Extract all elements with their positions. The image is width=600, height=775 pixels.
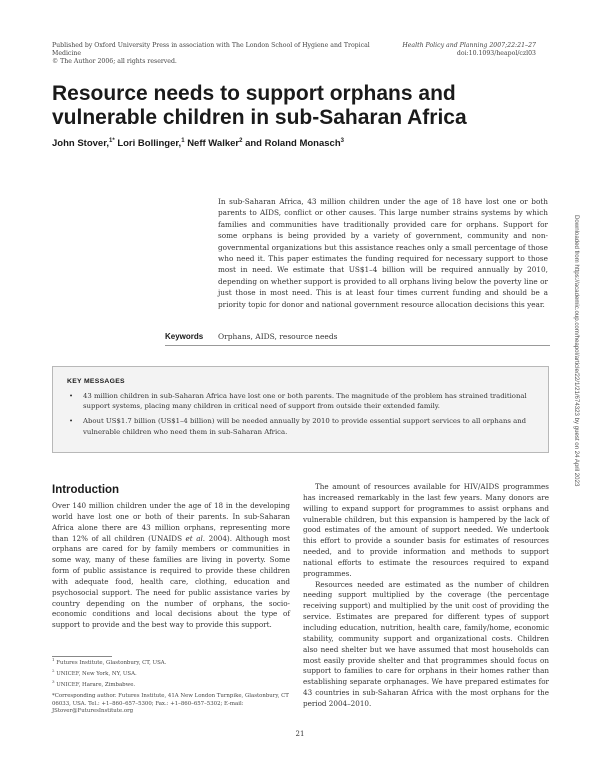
footnote <box>52 668 290 679</box>
footnote-text: UNICEF, New York, NY, USA. <box>54 671 137 678</box>
author-affiliation-mark: 1* <box>109 137 115 144</box>
author-affiliation-mark: 2 <box>239 137 243 144</box>
copyright-line: © The Author 2006; all rights reserved. <box>52 58 177 65</box>
footnote-corresponding-author <box>52 693 290 716</box>
journal-reference: Health Policy and Planning 2007;22:21–27 <box>402 42 536 49</box>
keywords-label: Keywords <box>165 332 204 341</box>
intro-text-part: 2004). Although most orphans are cared for by family members or communities in some way, many of these families are living in poverty. Some form of public assistance is required to provide these children with adequate food, health care, clothing, education and psychosocial support. The need for public assistance varies by country depending on the number of orphans, the socio-economic conditions and local decisions about the type of support to provide and the best way to provide this support. <box>52 533 290 630</box>
footnote-divider <box>52 656 112 657</box>
author-name: John Stover, <box>52 138 110 149</box>
key-message-text: 43 million children in sub-Saharan Africa have lost one or both parents. The magnitude of the problem has strained traditional support systems, placing many children in critical need of support from outside their extended family. <box>83 392 527 411</box>
key-messages-list <box>67 391 537 442</box>
keywords-list: Orphans, AIDS, resource needs <box>218 332 338 341</box>
key-message-text: About US$1.7 billion (US$1–4 billion) will be needed annually by 2010 to provide essential support services to all orphans and vulnerable children who need them in sub-Saharan Africa. <box>83 417 527 436</box>
body-paragraph: The amount of resources available for HIV/AIDS programmes has increased remarkably in the last few years. Many donors are willing to expand support for programmes to assist orphans and vulnerable children, but this expansion is hampered by the lack of good estimates of the amount of support needed. We undertook this effort to provide a sounder basis for estimates of resources needed, and to provide information and methods to support national efforts to estimate the resources required to expand programmes. <box>303 482 549 578</box>
author-name: Lori Bollinger, <box>117 138 182 149</box>
journal-header <box>336 42 536 58</box>
intro-etal: et al. <box>185 533 206 543</box>
key-message-item <box>67 391 537 411</box>
footnote <box>52 657 290 668</box>
footnote-text: *Corresponding author. Futures Institute, 41A New London Turnpike, Glastonbury, CT 06033, USA. Tel.: +1–860–657–5300; Fax.: +1–860–657–5302; E-mail: JStover@FuturesInstitute.org <box>52 693 289 715</box>
footnote-mark: 3 <box>52 679 55 685</box>
footnote-text: UNICEF, Harare, Zimbabwe. <box>54 682 136 689</box>
author-name: and Roland Monasch <box>245 138 341 149</box>
key-messages-title: KEY MESSAGES <box>67 378 125 385</box>
body-paragraph: Resources needed are estimated as the number of children needing support multiplied by the coverage (the percentage receiving support) and multiplied by the unit cost of providing the service. Estimates are prepared for different types of support including education, nutrition, health care, family/home, economic stability, community support and organizational costs. Children also need shelter but we have assumed that most households can most easily provide shelter and that programmes should focus on support to families to care for orphans in their homes rather than establishing separate orphanages. We have prepared estimates for 43 countries in sub-Saharan Africa with the most orphans for the period 2004–2010. <box>303 579 549 708</box>
introduction-paragraph <box>52 501 290 631</box>
key-messages-box <box>52 366 549 453</box>
section-heading-introduction: Introduction <box>52 484 120 496</box>
download-watermark: Downloaded from https://academic.oup.com/heapol/article/22/1/21/674323 by guest on 24 April 2023 <box>573 215 580 487</box>
author-list <box>52 138 522 149</box>
author-affiliation-mark: 3 <box>340 137 344 144</box>
right-column <box>303 482 549 710</box>
abstract: In sub-Saharan Africa, 43 million children under the age of 18 have lost one or both parents to AIDS, conflict or other causes. This large number strains systems by which families and communities have traditionally provided care for orphans. Support for some orphans is being provided by a variety of government, community and non-governmental organizations but this assistance reaches only a small percentage of those who need it. This paper estimates the funding required for necessary support to those most in need. We estimate that US$1–4 billion will be required annually by 2010, depending on whether support is provided to all orphans living below the poverty line or just those in most need. This is at least four times current funding and should be a priority topic for donor and national government resource allocation decisions this year. <box>218 197 548 309</box>
author-name: Neff Walker <box>187 138 240 149</box>
footnote-text: Futures Institute, Glastonbury, CT, USA. <box>54 660 167 666</box>
intro-text-part: Over 140 million children under the age of 18 in the developing world have lost one or both of their parents. In sub-Saharan Africa alone there are 43 million orphans, representing more than 12% of all children (UNAIDS <box>52 501 290 543</box>
footnotes <box>52 657 290 720</box>
publisher-line: Published by Oxford University Press in association with The London School of Hygiene and Tropical Medicine <box>52 42 370 57</box>
article-title: Resource needs to support orphans and vulnerable children in sub-Saharan Africa <box>52 82 467 129</box>
page-number: 21 <box>295 730 305 738</box>
footnote-mark: 2 <box>52 668 55 674</box>
doi-link[interactable]: doi:10.1093/heapol/czl03 <box>456 50 536 57</box>
footnote <box>52 679 290 690</box>
author-affiliation-mark: 1 <box>181 137 185 144</box>
bullet-icon: • <box>69 392 74 400</box>
footnote-mark: 1 <box>52 657 55 663</box>
key-message-item <box>67 416 537 436</box>
bullet-icon: • <box>69 417 74 426</box>
abstract-divider <box>165 345 550 346</box>
